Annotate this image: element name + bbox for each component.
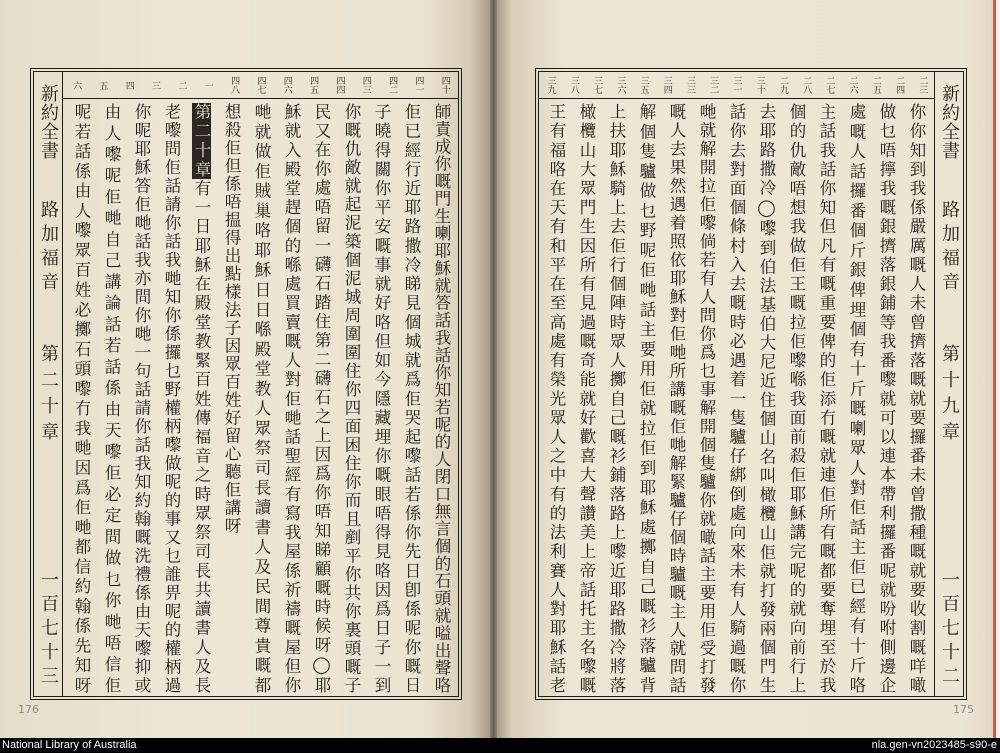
verse-number: 三二 — [708, 76, 719, 94]
text-column: 你嘅仇敵就起泥築個泥城周圍圍住你四面困住你而且剷平你共你裏頭嘅子 — [342, 103, 361, 693]
verse-number: 二五 — [870, 76, 881, 94]
text-column: 王有福咯在天有和平在至高處有榮光眾人之中有的法利賽人對耶穌話老 — [547, 103, 566, 693]
text-column: 個的仇敵唔想我做佢王嘅拉佢嚟喺我面前殺佢耶穌講完呢的就向前行上 — [787, 103, 806, 693]
book-gutter — [490, 0, 497, 738]
chapter-heading: 第二十章 — [192, 103, 211, 180]
verse-number: 一 — [202, 80, 213, 90]
text-column: 你你知到我係嚴厲嘅人未曾擠落嘅就要攞番未曾撒種嘅就要收割嘅咩噉 — [907, 103, 926, 693]
text-column: 哋就做佢賊巢咯耶穌日日喺殿堂教人眾祭司長讀書人及民間尊貴嘅都 — [252, 103, 271, 693]
text-column: 去耶路撒冷◯嚟到伯法基伯大尼近住個山名叫橄欖山佢就打發兩個門生 — [757, 103, 776, 693]
verse-number: 六 — [71, 80, 82, 90]
verse-number: 三六 — [615, 76, 626, 94]
verse-number: 五 — [97, 80, 108, 90]
verse-number: 三八 — [568, 76, 579, 94]
right-page — [497, 0, 996, 738]
verse-number: 四四 — [334, 76, 345, 94]
verse-number: 四二 — [387, 76, 398, 94]
verse-number: 二九 — [777, 76, 788, 94]
verse-number-row — [63, 72, 458, 99]
chapter-title: 第二十章 — [38, 344, 59, 448]
text-column: 主話我話你知但凡有嘅重要俾的佢添冇嘅就連佢所有嘅都要奪埋至於我 — [817, 103, 836, 693]
verse-number: 二 — [176, 80, 187, 90]
text-column: 橄欖山大眾門生因所有見過嘅奇能就好歡喜大聲讚美上帝話托主名嚟嘅 — [577, 103, 596, 693]
verse-number: 三五 — [638, 76, 649, 94]
text-column: 穌就入殿堂趕個的喺處買賣嘅人對佢哋話聖經有寫我屋係祈禱嘅屋但你 — [282, 103, 301, 693]
verse-number: 三四 — [661, 76, 672, 94]
verse-number: 四六 — [281, 76, 292, 94]
verse-number: 四八 — [229, 76, 240, 94]
page-frame — [30, 68, 462, 700]
verse-number-row — [539, 72, 934, 99]
verse-number: 二六 — [847, 76, 858, 94]
text-column: 處嘅人話攞番個斤銀俾埋個有十斤嘅喇眾人對佢話主佢已經有十斤咯 — [847, 103, 866, 693]
verse-number: 二七 — [824, 76, 835, 94]
item-identifier: nla.gen-vn2023485-s90-e — [871, 739, 997, 751]
verse-number: 三九 — [545, 76, 556, 94]
text-column: 佢已經行近耶路撒冷睇見個城就爲佢哭起嚟話若係你先日卽係呢你嘅日 — [402, 103, 421, 693]
text-column: 上扶耶穌騎上去佢行個陣時眾人擲自己嘅衫鋪落路上嚟近耶路撒冷將落 — [607, 103, 626, 693]
text-column: 老嚟問佢話請你話我哋知你係攞乜野權柄嚟做呢的事又乜誰畀呢的權柄過 — [162, 103, 181, 693]
chapter-title: 第十九章 — [939, 344, 960, 448]
text-column: 民又在你處唔留一礴石踏住第二礴石之上因爲你唔知睇顧嘅時候呀◯耶 — [312, 103, 331, 693]
verse-number: 四三 — [360, 76, 371, 94]
library-credit: National Library of Australia — [2, 739, 137, 751]
text-column: 你呢耶穌答佢哋話我亦問你哋一句話請你話我知約翰嘅洗禮係由天嚟抑或 — [132, 103, 151, 693]
text-column: 話你去對面個條村入去嘅時必遇着一隻驢仔綁倒處向來未有人騎過嘅你 — [727, 103, 746, 693]
verse-number: 三七 — [592, 76, 603, 94]
book-title: 路加福音 — [38, 200, 59, 296]
text-column: 想殺佢但係唔揾得出點樣法子因眾百姓好留心聽佢講呀 — [222, 103, 241, 535]
text-column: 由人嚟呢佢哋自己講論話若話係由天嚟佢必定問做乜你哋唔信佢 — [102, 103, 121, 693]
verse-number: 二四 — [894, 76, 905, 94]
verse-number: 四七 — [255, 76, 266, 94]
verse-number: 四一 — [413, 76, 424, 94]
verse-number: 四十 — [439, 76, 450, 94]
verse-number: 四 — [123, 80, 134, 90]
verse-number: 二八 — [801, 76, 812, 94]
page-number: 一百七十三 — [38, 570, 59, 690]
book-title: 路加福音 — [939, 200, 960, 296]
pencil-page-note: 176 — [18, 703, 39, 716]
archive-footer-bar — [0, 738, 1000, 753]
running-header — [34, 72, 63, 696]
page-number: 一百七十二 — [939, 570, 960, 690]
text-column: 解個隻驢做乜野呢佢哋話主要用佢就拉佢到耶穌處擲自己嘅衫落驢背 — [637, 103, 656, 693]
text-column: 哋就解開拉佢嚟倘若有人問你爲乜事解開個隻驢你就噉話主要用佢受打發 — [697, 103, 716, 693]
page-frame — [535, 68, 967, 700]
pencil-page-note: 175 — [953, 703, 974, 716]
verse-number: 三 — [150, 80, 161, 90]
text-column-body: 有一日耶穌在殿堂教緊百姓傳福音之時眾祭司長共讀書人及長 — [192, 179, 211, 693]
left-page — [0, 0, 490, 738]
verse-number: 三三 — [685, 76, 696, 94]
text-column: 呢若話係由人嚟眾百姓必擲石頭嚟冇我哋因爲佢哋都信約翰係先知呀 — [72, 103, 91, 693]
verse-number: 三十 — [754, 76, 765, 94]
text-column: 做乜唔擰我嘅銀擠落銀鋪等我番嚟就可以連本帶利攞番呢就吩咐側邊企 — [877, 103, 896, 693]
running-title: 新約全書 — [939, 84, 960, 160]
verse-number: 二三 — [917, 76, 928, 94]
text-column: 嘅人去果然遇着照依耶穌對佢哋所講嘅佢哋解緊驢仔個時驢嘅主人就問話 — [667, 103, 686, 693]
running-header — [934, 72, 963, 696]
text-column: 子曉得關你平安嘅事就好咯但如今隱藏埋你嘅眼唔得見咯因爲日子一到 — [372, 103, 391, 693]
text-body — [539, 101, 933, 696]
verse-number: 四五 — [308, 76, 319, 94]
text-column: 師責成你嘅門生喇耶穌就答話我話你知若呢的人閉口無言個的石頭就嗌出聲咯 — [432, 103, 451, 693]
verse-number: 三一 — [731, 76, 742, 94]
text-body — [64, 101, 458, 696]
text-column — [186, 103, 216, 693]
running-title: 新約全書 — [38, 84, 59, 160]
